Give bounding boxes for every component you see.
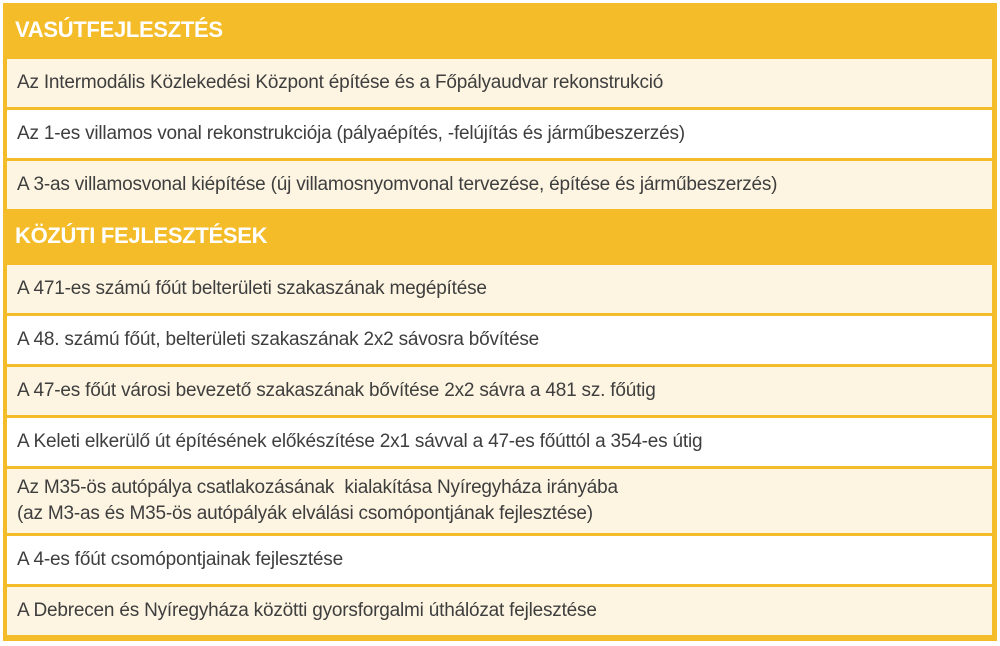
table-row bbox=[7, 367, 992, 415]
row-text: A 471-es számú főút belterületi szakaszának megépítése bbox=[17, 278, 487, 299]
row-text: A 4-es főút csomópontjainak fejlesztése bbox=[17, 549, 343, 570]
section-header-railway bbox=[7, 3, 992, 56]
section-header-road bbox=[7, 209, 992, 262]
row-text: Az 1-es villamos vonal rekonstrukciója (pályaépítés, -felújítás és járműbeszerzés) bbox=[17, 123, 685, 144]
row-text: A 48. számú főút, belterületi szakaszának 2x2 sávosra bővítése bbox=[17, 329, 540, 350]
table-row bbox=[7, 587, 992, 635]
development-table bbox=[3, 3, 997, 641]
table-row bbox=[7, 536, 992, 584]
row-text-line-2: (az M3-as és M35-ös autópályák elválási csomópontjának fejlesztése) bbox=[17, 503, 593, 524]
row-text: Az Intermodális Közlekedési Központ építése és a Főpályaudvar rekonstrukció bbox=[17, 72, 664, 93]
section-header-label: VASÚTFEJLESZTÉS bbox=[15, 16, 223, 42]
row-text-line-1: Az M35-ös autópálya csatlakozásának kialakítása Nyíregyháza irányába bbox=[17, 477, 618, 498]
table-row bbox=[7, 110, 992, 158]
table-row bbox=[7, 265, 992, 313]
row-text: A 3-as villamosvonal kiépítése (új villamosnyomvonal tervezése, építése és járműbeszerzés) bbox=[17, 174, 778, 195]
row-text: A Keleti elkerülő út építésének előkészítése 2x1 sávval a 47-es főúttól a 354-es útig bbox=[17, 431, 703, 452]
table-row bbox=[7, 316, 992, 364]
row-text: A 47-es főút városi bevezető szakaszának bővítése 2x2 sávra a 481 sz. főútig bbox=[17, 380, 656, 401]
row-text: A Debrecen és Nyíregyháza közötti gyorsforgalmi úthálózat fejlesztése bbox=[17, 600, 597, 621]
table-row bbox=[7, 59, 992, 107]
table-row bbox=[7, 418, 992, 466]
table-row bbox=[7, 469, 992, 533]
section-header-label: KÖZÚTI FEJLESZTÉSEK bbox=[15, 222, 268, 248]
table-row bbox=[7, 161, 992, 209]
